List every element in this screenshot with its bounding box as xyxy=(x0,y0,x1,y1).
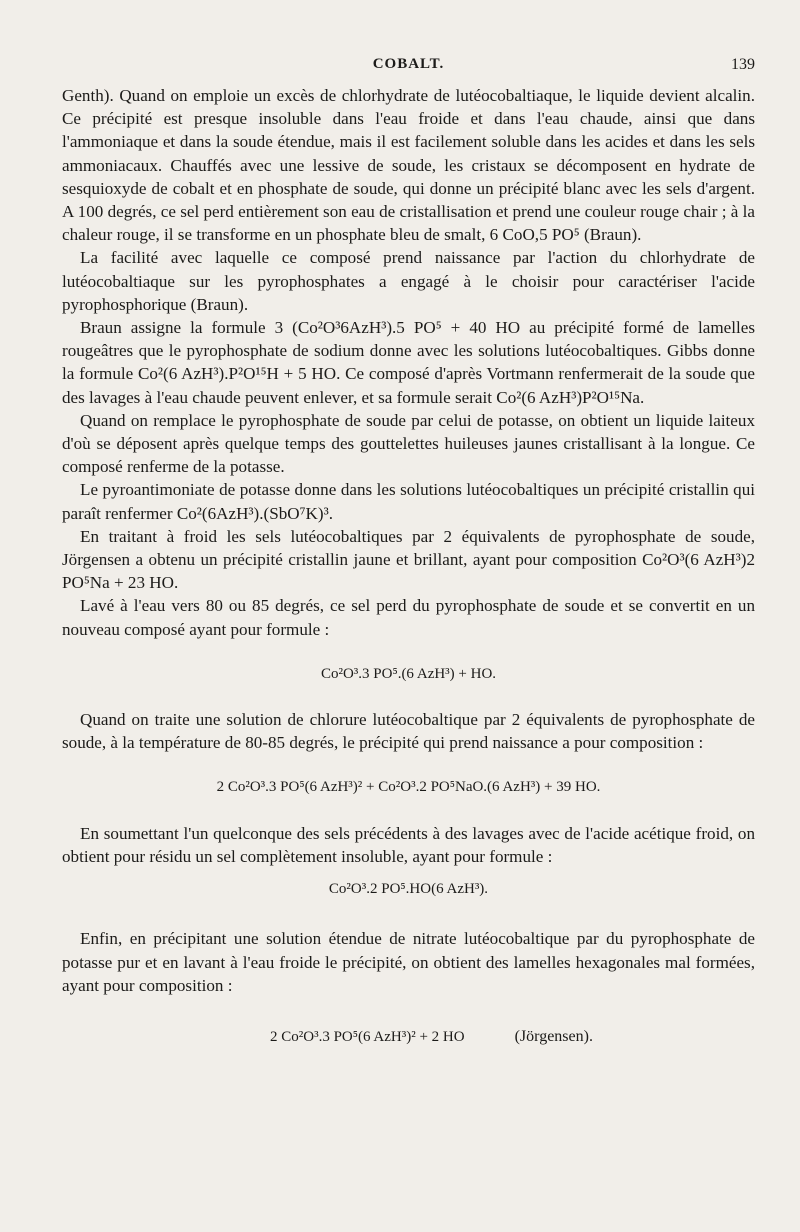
page-header xyxy=(62,56,755,78)
formula: Co²O³.3 PO⁵.(6 AzH³) + HO. xyxy=(320,665,497,682)
formula: 2 Co²O³.3 PO⁵(6 AzH³)² + 2 HO xyxy=(270,1028,465,1045)
running-title: COBALT. xyxy=(372,56,445,72)
paragraph: Enfin, en précipitant une solution étendue de nitrate lutéocobaltique par du pyrophosphate de potasse pur et en lavant à l'eau froide le précipité, on obtient des lamelles hexagonales mal formées, ayant pour composition : xyxy=(62,929,755,995)
formula-credit: (Jörgensen). xyxy=(514,1027,593,1045)
formula-line xyxy=(62,1025,755,1049)
formula: 2 Co²O³.3 PO⁵(6 AzH³)² + Co²O³.2 PO⁵NaO.(6 AzH³) + 39 HO. xyxy=(216,779,601,796)
paragraph: Quand on traite une solution de chlorure lutéocobaltique par 2 équivalents de pyrophosphate de soude, à la température de 80-85 degrés, le précipité qui prend naissance a pour composition : xyxy=(62,710,755,753)
paragraph: Quand on remplace le pyrophosphate de soude par celui de potasse, on obtient un liquide laiteux d'où se déposent après quelque temps des gouttelettes huileuses jaunes cristallisant à la longue. Ce composé renferme de la potasse. xyxy=(62,410,755,477)
paragraph: Lavé à l'eau vers 80 ou 85 degrés, ce sel perd du pyrophosphate de soude et se convertit en un nouveau composé ayant pour formule : xyxy=(62,596,755,639)
paragraph: En soumettant l'un quelconque des sels précédents à des lavages avec de l'acide acétique froid, on obtient pour résidu un sel complètement insoluble, ayant pour formule : xyxy=(62,823,755,866)
paragraph: Braun assigne la formule 3 (Co²O³6AzH³).5 PO⁵ + 40 HO au précipité formé de lamelles rougeâtres que le pyrophosphate de sodium donne avec les solutions lutéocobaltiques. Gibbs donne la formule Co²(6 AzH³).P²O¹⁵H + 5 HO. Ce composé d'après Vortmann renfermerait de la soude que des lavages à l'eau chaude peuvent enlever, et sa formule serait Co²(6 AzH³)P²O¹⁵Na. xyxy=(62,318,755,407)
formula: Co²O³.2 PO⁵.HO(6 AzH³). xyxy=(328,881,489,898)
paragraph: En traitant à froid les sels lutéocobaltiques par 2 équivalents de pyrophosphate de soude, Jörgensen a obtenu un précipité cristallin jaune et brillant, ayant pour composition Co²O³(6 AzH³)2 PO⁵Na + 23 HO. xyxy=(62,526,755,593)
paragraph: Le pyroantimoniate de potasse donne dans les solutions lutéocobaltiques un précipité cristallin qui paraît renfermer Co²(6AzH³).(SbO⁷K)³. xyxy=(62,480,755,523)
page-body xyxy=(62,84,755,1049)
paragraph: La facilité avec laquelle ce composé prend naissance par l'action du chlorhydrate de lutéocobaltiaque sur les pyrophosphates a engagé à le choisir pour caractériser l'acide pyrophosphorique (Braun). xyxy=(62,248,755,314)
paragraph: Genth). Quand on emploie un excès de chlorhydrate de lutéocobaltiaque, le liquide devient alcalin. Ce précipité est presque insoluble dans l'eau froide et dans l'eau chaude, ainsi que dans l'ammoniaque et dans la soude étendue, mais il est facilement soluble dans les acides et dans les sels ammoniacaux. Chauffés avec une lessive de soude, les cristaux se décomposent en hydrate de sesquioxyde de cobalt et en phosphate de soude, qui donne un précipité blanc avec les sels d'argent. A 100 degrés, ce sel perd entièrement son eau de cristallisation et prend une couleur rouge chair ; à la chaleur rouge, il se transforme en un phosphate bleu de smalt, 6 CoO,5 PO⁵ (Braun). xyxy=(62,86,755,245)
page-number: 139 xyxy=(731,56,755,73)
